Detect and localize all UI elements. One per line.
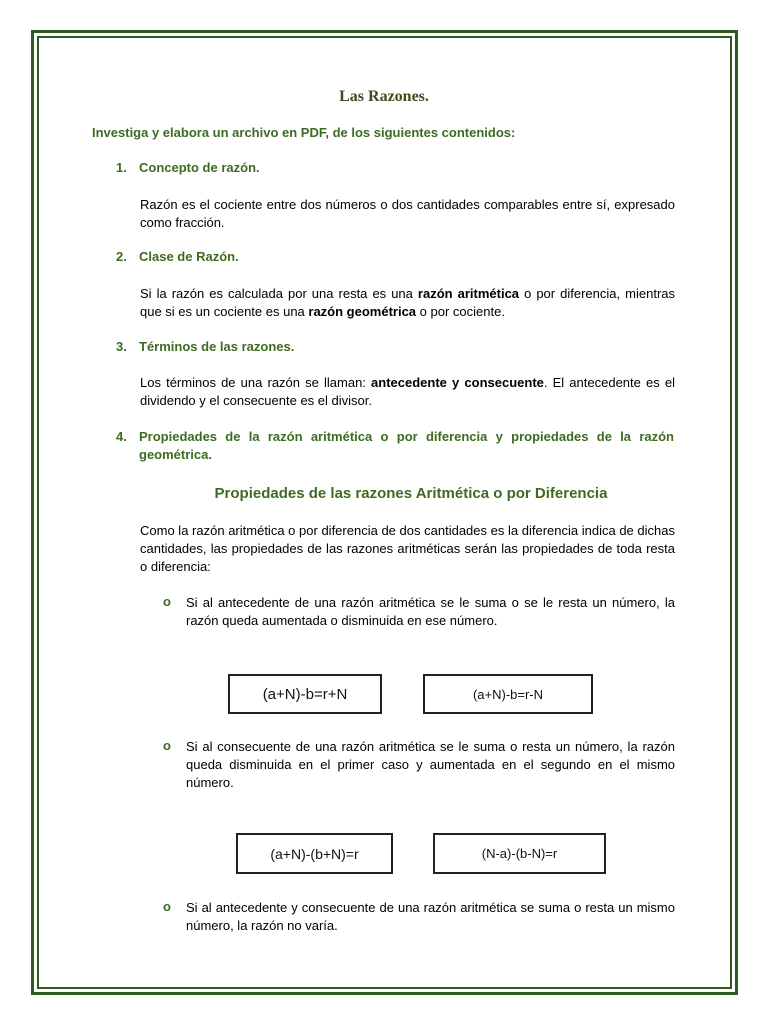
item-label: Clase de Razón. (139, 249, 239, 264)
item-label: Concepto de razón. (139, 160, 260, 175)
item-number: 2. (116, 249, 127, 264)
formula-box-4: (N-a)-(b-N)=r (433, 833, 606, 874)
bullet-item-1: Si al antecedente de una razón aritmética se le suma o se le resta un número, la razón queda aumentada o disminuida en ese número. (186, 595, 675, 628)
bullet-marker: o (163, 594, 171, 609)
item-label: Términos de las razones. (139, 339, 295, 354)
text-run: o por cociente. (416, 304, 505, 319)
intro-instruction: Investiga y elabora un archivo en PDF, de los siguientes contenidos: (92, 125, 516, 140)
item-number: 3. (116, 339, 127, 354)
page-title: Las Razones. (339, 88, 429, 105)
term-antecedente-consecuente: antecedente y consecuente (371, 375, 544, 390)
term-razon-geometrica: razón geométrica (308, 304, 417, 319)
term-razon-aritmetica: razón aritmética (417, 286, 520, 301)
text-run: Si la razón es calculada por una resta es una (140, 286, 418, 301)
bullet-item-2: Si al consecuente de una razón aritmética se le suma o resta un número, la razón queda disminuida en el primer caso y aumentada en el segundo en el mismo número. (186, 739, 675, 790)
text-run: Los términos de una razón se llaman: (140, 375, 372, 390)
section-intro: Como la razón aritmética o por diferencia de dos cantidades es la diferencia indica de dichas cantidades, las propiedades de las razones aritméticas serán las propiedades de toda resta o diferencia: (140, 523, 675, 574)
formula-box-1: (a+N)-b=r+N (228, 674, 382, 714)
item-number: 1. (116, 160, 127, 175)
item-1-text: Razón es el cociente entre dos números o dos cantidades comparables entre sí, expresado como fracción. (140, 197, 675, 230)
bullet-item-3: Si al antecedente y consecuente de una razón aritmética se suma o resta un mismo número, la razón no varía. (186, 900, 675, 933)
item-3-text (140, 374, 675, 410)
list-item-3 (116, 339, 294, 354)
list-item-2 (116, 249, 239, 264)
formula-box-3: (a+N)-(b+N)=r (236, 833, 393, 874)
bullet-marker: o (163, 738, 171, 753)
section-heading: Propiedades de las razones Aritmética o por Diferencia (214, 485, 608, 502)
item-number: 4. (116, 429, 127, 444)
bullet-marker: o (163, 899, 171, 914)
text-run: . El antecedente es el dividendo y el consecuente es el divisor. (140, 375, 675, 408)
formula-box-2: (a+N)-b=r-N (423, 674, 593, 714)
list-item-4 (116, 428, 676, 464)
text-run: o por diferencia, mientras que si es un cociente es una (140, 286, 675, 319)
list-item-1 (116, 160, 260, 175)
item-label: Propiedades de la razón aritmética o por diferencia y propiedades de la razón geométrica. (139, 429, 674, 462)
item-2-text (140, 285, 675, 321)
